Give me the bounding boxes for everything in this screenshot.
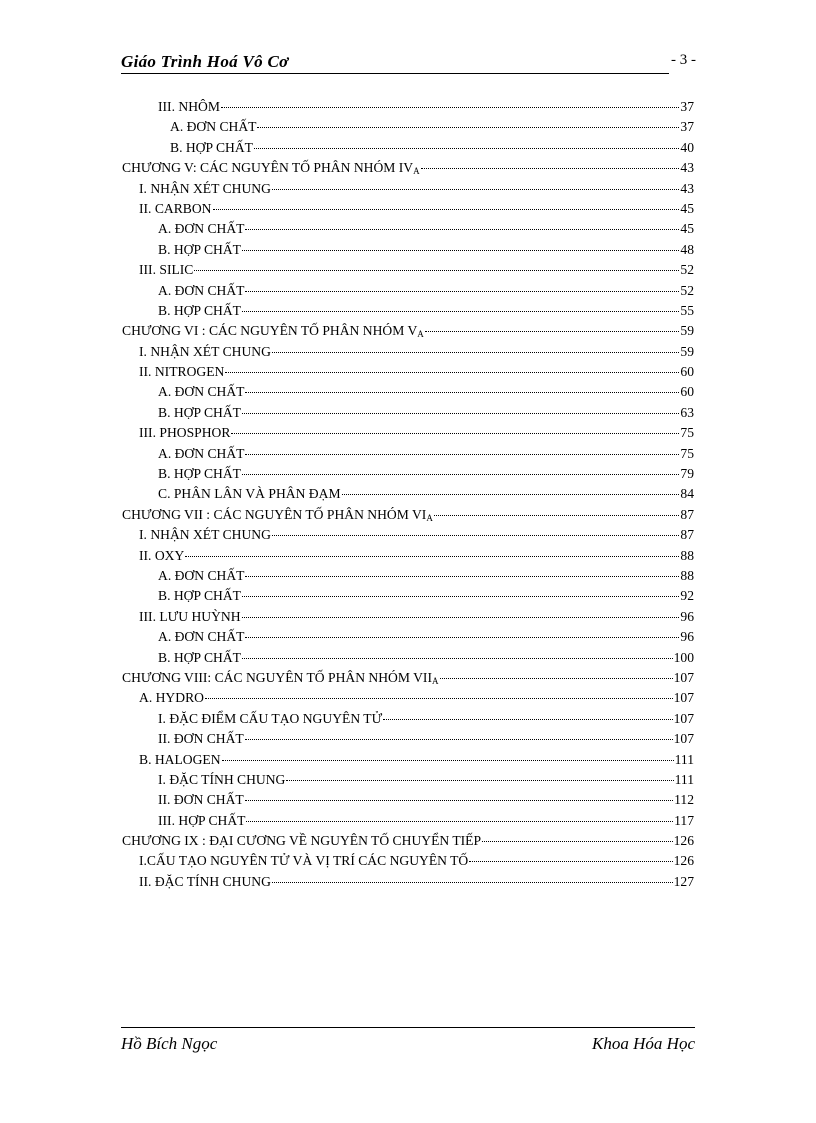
toc-entry-title	[158, 240, 241, 260]
toc-entry-label: A. ĐƠN CHẤT	[158, 445, 245, 461]
toc-entry-title	[158, 811, 245, 831]
toc-entry-title	[158, 627, 244, 647]
dot-leader	[245, 454, 679, 455]
toc-entry-title	[122, 505, 433, 525]
toc-entry[interactable]	[122, 709, 694, 729]
dot-leader	[242, 596, 679, 597]
toc-entry-page: 126	[673, 853, 694, 869]
dot-leader	[421, 168, 680, 169]
dot-leader	[245, 392, 679, 393]
toc-entry-title	[158, 382, 244, 402]
dot-leader	[482, 841, 673, 842]
toc-entry-label: III. HỢP CHẤT	[158, 812, 246, 828]
toc-entry-label: A. ĐƠN CHẤT	[158, 567, 245, 583]
toc-entry-label: CHƯƠNG VIII: CÁC NGUYÊN TỐ PHÂN NHÓM VII	[122, 669, 432, 685]
toc-entry[interactable]	[122, 240, 694, 260]
toc-entry-label: A. ĐƠN CHẤT	[170, 119, 257, 135]
toc-entry[interactable]	[122, 831, 694, 851]
toc-entry-label: A. ĐƠN CHẤT	[158, 384, 245, 400]
toc-entry[interactable]	[122, 281, 694, 301]
toc-entry-label: II. OXY	[139, 547, 185, 563]
dot-leader	[245, 637, 679, 638]
dot-leader	[383, 719, 672, 720]
dot-leader	[245, 739, 673, 740]
toc-entry-subscript: A	[413, 166, 420, 177]
dot-leader	[342, 494, 680, 495]
toc-entry[interactable]	[122, 444, 694, 464]
toc-entry-label: CHƯƠNG IX : ĐẠI CƯƠNG VỀ NGUYÊN TỐ CHUYỂN TIẾP	[122, 833, 482, 849]
dot-leader	[425, 331, 680, 332]
toc-entry-title	[139, 362, 224, 382]
toc-entry-label: III. LƯU HUỲNH	[139, 608, 241, 624]
toc-entry-label: III. NHÔM	[158, 99, 220, 114]
toc-entry-label: CHƯƠNG V: CÁC NGUYÊN TỐ PHÂN NHÓM IV	[122, 160, 414, 176]
dot-leader	[245, 291, 679, 292]
toc-entry-title	[158, 566, 244, 586]
page-number: - 3 -	[671, 52, 696, 68]
toc-entry[interactable]	[122, 138, 694, 158]
toc-entry[interactable]	[122, 770, 694, 790]
toc-entry-label: I. NHẬN XÉT CHUNG	[139, 527, 271, 543]
dot-leader	[272, 535, 680, 536]
toc-entry-title	[122, 668, 439, 688]
dot-leader	[246, 821, 673, 822]
dot-leader	[272, 882, 673, 883]
toc-entry[interactable]	[122, 811, 694, 831]
toc-entry-title	[139, 546, 184, 566]
toc-entry[interactable]	[122, 362, 694, 382]
toc-entry[interactable]	[122, 423, 694, 443]
footer-author: Hồ Bích Ngọc	[121, 1034, 218, 1053]
footer-divider	[121, 1027, 695, 1028]
dot-leader	[194, 270, 679, 271]
toc-entry-label: B. HALOGEN	[139, 751, 221, 767]
toc-entry-page: 87	[680, 506, 694, 522]
toc-entry-title	[158, 484, 341, 504]
toc-entry-page: 107	[673, 669, 694, 685]
dot-leader	[242, 311, 679, 312]
toc-entry-title	[122, 321, 424, 341]
toc-entry-title	[139, 199, 212, 219]
toc-entry-title	[139, 607, 241, 627]
toc-entry[interactable]	[122, 158, 694, 178]
toc-entry[interactable]	[122, 546, 694, 566]
toc-entry-label: A. ĐƠN CHẤT	[158, 221, 245, 237]
toc-entry[interactable]	[122, 607, 694, 627]
toc-entry-page: 111	[674, 751, 694, 767]
toc-entry-page: 96	[680, 608, 694, 624]
toc-entry-label: I. ĐẶC TÍNH CHUNG	[158, 771, 286, 787]
toc-entry-page: 84	[680, 486, 694, 502]
toc-entry-label: II. ĐƠN CHẤT	[158, 792, 244, 808]
dot-leader	[205, 698, 673, 699]
toc-entry[interactable]	[122, 525, 694, 545]
toc-entry-page: 75	[680, 445, 694, 461]
toc-entry-page: 126	[673, 833, 694, 849]
toc-entry[interactable]	[122, 505, 694, 525]
toc-entry-page: 37	[680, 119, 694, 135]
toc-entry-title	[139, 179, 271, 199]
toc-entry[interactable]	[122, 750, 694, 770]
toc-entry-page: 117	[674, 812, 694, 828]
toc-entry-title	[158, 729, 244, 749]
dot-leader	[225, 372, 679, 373]
header-divider	[121, 73, 669, 74]
toc-entry-page: 75	[680, 425, 694, 441]
toc-entry-page: 63	[680, 404, 694, 420]
dot-leader	[286, 780, 673, 781]
dot-leader	[245, 576, 679, 577]
toc-entry[interactable]	[122, 97, 694, 117]
dot-leader	[231, 433, 679, 434]
toc-entry-page: 48	[680, 241, 694, 257]
toc-entry-title	[122, 831, 481, 851]
toc-entry-page: 88	[680, 567, 694, 583]
toc-entry-title	[139, 525, 271, 545]
toc-entry[interactable]	[122, 199, 694, 219]
dot-leader	[242, 413, 679, 414]
toc-entry-page: 107	[673, 710, 694, 726]
toc-entry[interactable]	[122, 851, 694, 871]
toc-entry[interactable]	[122, 342, 694, 362]
toc-entry-subscript: A	[432, 675, 439, 686]
toc-entry[interactable]	[122, 464, 694, 484]
toc-entry-label: B. HỢP CHẤT	[158, 649, 241, 665]
toc-entry-label: B. HỢP CHẤT	[170, 139, 253, 155]
toc-entry-title	[139, 342, 271, 362]
toc-entry-label: B. HỢP CHẤT	[158, 588, 241, 604]
toc-entry-title	[158, 709, 382, 729]
toc-entry-title	[139, 851, 468, 871]
toc-entry-page: 59	[680, 323, 694, 339]
toc-entry-page: 43	[680, 180, 694, 196]
dot-leader	[213, 209, 680, 210]
toc-entry-page: 60	[680, 384, 694, 400]
toc-entry-label: CHƯƠNG VI : CÁC NGUYÊN TỐ PHÂN NHÓM V	[122, 323, 418, 339]
dot-leader	[221, 107, 679, 108]
dot-leader	[222, 760, 674, 761]
toc-entry-page: 45	[680, 221, 694, 237]
toc-entry-page: 55	[680, 302, 694, 318]
toc-entry-page: 40	[680, 139, 694, 155]
toc-entry[interactable]	[122, 729, 694, 749]
toc-entry[interactable]	[122, 688, 694, 708]
dot-leader	[434, 515, 680, 516]
toc-entry[interactable]	[122, 219, 694, 239]
toc-entry-title	[158, 219, 244, 239]
toc-entry-page: 112	[674, 792, 694, 808]
toc-entry[interactable]	[122, 301, 694, 321]
toc-entry-title	[158, 281, 244, 301]
toc-entry[interactable]	[122, 484, 694, 504]
toc-entry-page: 37	[680, 99, 694, 114]
toc-entry-title	[158, 464, 241, 484]
toc-entry-label: B. HỢP CHẤT	[158, 404, 241, 420]
dot-leader	[440, 678, 673, 679]
toc-entry-page: 107	[673, 731, 694, 747]
toc-entry-page: 52	[680, 262, 694, 278]
toc-entry-title	[158, 790, 244, 810]
dot-leader	[185, 556, 679, 557]
toc-entry-label: B. HỢP CHẤT	[158, 466, 241, 482]
dot-leader	[254, 148, 679, 149]
toc-entry-page: 45	[680, 200, 694, 216]
toc-entry-label: B. HỢP CHẤT	[158, 302, 241, 318]
toc-entry-title	[158, 301, 241, 321]
toc-entry-page: 92	[680, 588, 694, 604]
toc-entry-subscript: A	[426, 512, 433, 523]
toc-entry[interactable]	[122, 566, 694, 586]
toc-entry-page: 52	[680, 282, 694, 298]
dot-leader	[242, 474, 679, 475]
toc-entry-title	[139, 750, 221, 770]
toc-entry-title	[122, 158, 420, 178]
toc-entry-page: 79	[680, 466, 694, 482]
toc-entry-title	[158, 97, 220, 117]
toc-entry-subscript: A	[417, 329, 424, 340]
toc-entry-label: III. SILIC	[139, 262, 194, 278]
toc-entry-page: 111	[674, 771, 694, 787]
toc-entry-page: 43	[680, 160, 694, 176]
toc-entry[interactable]	[122, 382, 694, 402]
toc-entry[interactable]	[122, 668, 694, 688]
dot-leader	[242, 250, 679, 251]
toc-entry[interactable]	[122, 627, 694, 647]
toc-entry-page: 127	[673, 873, 694, 889]
dot-leader	[272, 352, 680, 353]
dot-leader	[245, 800, 673, 801]
toc-entry-page: 88	[680, 547, 694, 563]
toc-entry-label: A. ĐƠN CHẤT	[158, 629, 245, 645]
toc-entry-label: I. ĐẶC ĐIỂM CẤU TẠO NGUYÊN TỬ	[158, 710, 383, 726]
toc-entry-title	[158, 648, 241, 668]
toc-entry-title	[158, 586, 241, 606]
toc-entry[interactable]	[122, 586, 694, 606]
toc-entry-title	[170, 138, 253, 158]
toc-entry[interactable]	[122, 648, 694, 668]
toc-entry-title	[158, 770, 285, 790]
document-title: Giáo Trình Hoá Vô Cơ	[121, 52, 289, 71]
toc-entry[interactable]	[122, 179, 694, 199]
toc-entry-title	[139, 423, 230, 443]
toc-entry-title	[170, 117, 256, 137]
toc-entry-page: 96	[680, 629, 694, 645]
toc-entry-label: III. PHOSPHOR	[139, 425, 231, 441]
toc-entry-label: II. CARBON	[139, 200, 212, 216]
dot-leader	[469, 861, 672, 862]
toc-entry[interactable]	[122, 872, 694, 892]
toc-entry-title	[139, 688, 204, 708]
table-of-contents	[122, 97, 694, 892]
toc-entry-page: 100	[673, 649, 694, 665]
toc-entry-title	[158, 444, 244, 464]
toc-entry[interactable]	[122, 790, 694, 810]
toc-entry-label: I.CẤU TẠO NGUYÊN TỬ VÀ VỊ TRÍ CÁC NGUYÊN TỐ	[139, 853, 469, 869]
toc-entry-label: B. HỢP CHẤT	[158, 241, 241, 257]
toc-entry-label: II. NITROGEN	[139, 364, 225, 380]
dot-leader	[272, 189, 680, 190]
toc-entry-label: A. HYDRO	[139, 690, 204, 706]
toc-entry-label: I. NHẬN XÉT CHUNG	[139, 180, 271, 196]
toc-entry-label: I. NHẬN XÉT CHUNG	[139, 343, 271, 359]
toc-entry-label: C. PHÂN LÂN VÀ PHÂN ĐẠM	[158, 486, 341, 502]
toc-entry-label: II. ĐƠN CHẤT	[158, 731, 244, 747]
toc-entry[interactable]	[122, 117, 694, 137]
toc-entry-page: 59	[680, 343, 694, 359]
toc-entry[interactable]	[122, 403, 694, 423]
toc-entry-label: CHƯƠNG VII : CÁC NGUYÊN TỐ PHÂN NHÓM VI	[122, 506, 427, 522]
toc-entry-label: II. ĐẶC TÍNH CHUNG	[139, 873, 271, 889]
toc-entry-page: 60	[680, 364, 694, 380]
dot-leader	[242, 617, 680, 618]
toc-entry-label: A. ĐƠN CHẤT	[158, 282, 245, 298]
toc-entry-title	[139, 872, 271, 892]
dot-leader	[245, 229, 679, 230]
footer-department: Khoa Hóa Học	[592, 1034, 695, 1053]
toc-entry[interactable]	[122, 321, 694, 341]
dot-leader	[242, 658, 673, 659]
toc-entry-page: 87	[680, 527, 694, 543]
toc-entry-title	[158, 403, 241, 423]
toc-entry-page: 107	[673, 690, 694, 706]
toc-entry[interactable]	[122, 260, 694, 280]
dot-leader	[257, 127, 679, 128]
toc-entry-title	[139, 260, 193, 280]
